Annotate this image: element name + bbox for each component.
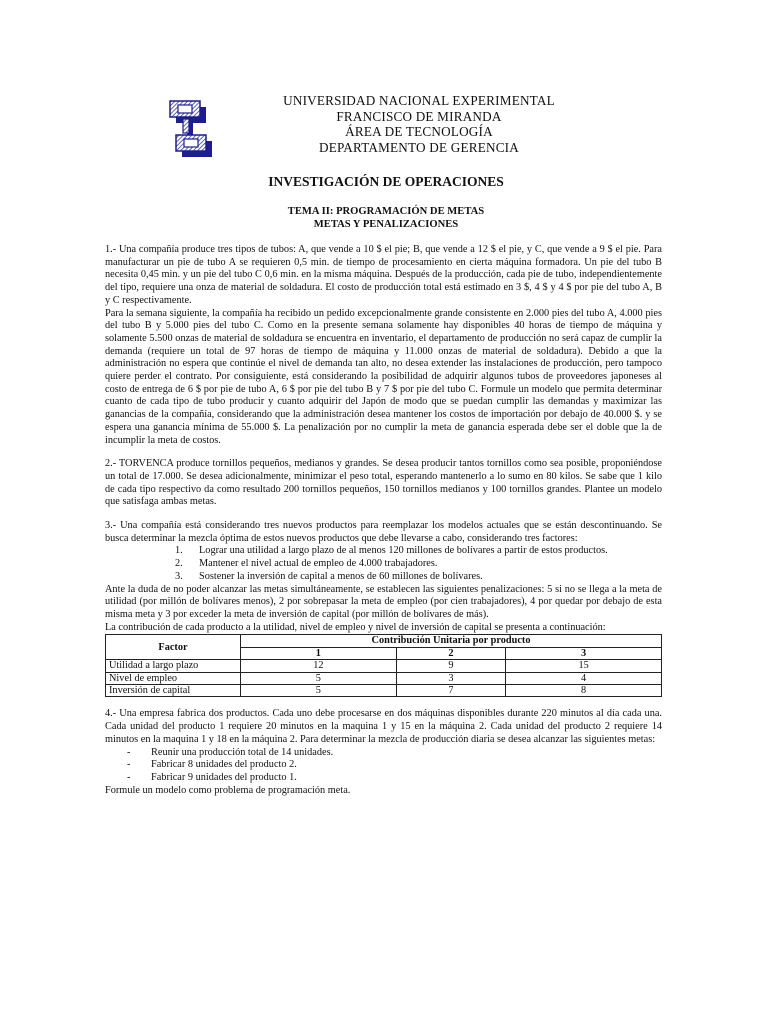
table-row [106,660,662,672]
table-header-row [106,635,662,647]
table-cell: 5 [241,672,397,684]
problem-1-paragraph-1: 1.- Una compañía produce tres tipos de tubos: A, que vende a 10 $ el pie; B, que vende a 12 $ el pie, y C, que vende a 9 $ el pie. Para manufacturar un pie de tubo A se requieren 0,5 min. de tiempo de procesamiento en cierta máquina formadora. Un pie del tubo B necesita 0,45 min. y un pie del tubo C 0,6 min. en la misma máquina. Después de la producción, cada pie de tubo, independientemente del tipo, requiere una onza de material de soldadura. El costo de producción total está estimado en 3 $, 4 $ y 4 $ por pie del tubo A, B y C respectivamente. [105,244,662,306]
table-cell: 7 [396,685,505,697]
table-cell: 5 [241,685,397,697]
contribution-group-header: Contribución Unitaria por producto [241,635,662,647]
header-line-area: ÁREA DE TECNOLOGÍA [345,124,493,140]
document-body [105,244,662,797]
problem-3-factor-list [105,545,662,583]
problem-3-penalties: Ante la duda de no poder alcanzar las metas simultáneamente, se establecen las siguientes penalizaciones: 5 si no se llega a la meta de utilidad (por millón de bolívares menos), 2 por sobrepasar la meta de empleo (por cien trabajadores), 4 por quedar por debajo de esta misma meta y 3 por exceder la meta de inversión de capital (por millón de bolívares de más). [105,583,662,620]
problem-2-paragraph: 2.- TORVENCA produce tornillos pequeños, medianos y grandes. Se desea producir tantos tornillos como sea posible, proponiéndose un total de 17.000. Se desea adicionalmente, minimizar el peso total, esperando mantenerlo a lo sumo en 80 kilos. Se sabe que 1 kilo de cada tipo respectivo da como resultado 200 tornillos pequeños, 150 tornillos medianos y 100 tornillos grandes. Plantee un modelo que satisfaga ambas metas. [105,458,662,508]
header-line-name: FRANCISCO DE MIRANDA [336,108,502,124]
product-header: 2 [396,647,505,659]
problem-4-closing: Formule un modelo como problema de programación meta. [105,784,351,796]
row-label: Nivel de empleo [106,672,241,684]
header-line-department: DEPARTAMENTO DE GERENCIA [318,139,520,155]
problem-3-intro: 3.- Una compañía está considerando tres nuevos productos para reemplazar los modelos actuales que se están descontinuando. Se busca determinar la mezcla óptima de estos nuevos productos que debe llevarse a cabo, considerando tres factores: [105,520,662,544]
product-header: 1 [241,647,397,659]
list-item: 2. Mantener el nivel actual de empleo de 4.000 trabajadores. [175,558,438,570]
list-item: 1. Lograr una utilidad a largo plazo de al menos 120 millones de bolívares a partir de estos productos. [175,545,608,557]
factor-header: Factor [106,635,241,660]
course-title: INVESTIGACIÓN DE OPERACIONES [268,174,504,189]
topic-line-1: TEMA II: PROGRAMACIÓN DE METAS [287,206,485,217]
problem-1-paragraph-2: Para la semana siguiente, la compañía ha recibido un pedido excepcionalmente grande consistente en 2.000 pies del tubo A, 4.000 pies del tubo B y 5.000 pies del tubo C. Como en la presente semana solamente hay disponibles 40 horas de tiempo de máquina y solamente 5.500 onzas de material de soldadura se encuentra en inventario, el departamento de producción no será capaz de cumplir la demanda (requiere un total de 97 horas de tiempo de máquina y 11.000 onzas de material de soldadura). Debido a que la administración no espera que continúe el nivel de demanda tan alto, no desea extender las instalaciones de producción, pero tampoco quiere perder el contrato. Por consiguiente, está considerando la posibilidad de adquirir algunos tubos de proveedores japoneses al costo de entrega de 6 $ por pie de tubo A, 6 $ por pie del tubo B y 7 $ por pie del tubo C. Formule un modelo que permita determinar cuanto de cada tipo de tubo producir y cuanto adquirir del Japón de modo que se puedan cumplir las demandas y maximizar las ganancias de la compañía, considerando que la administración desea mantener los costos de importación por debajo de 40.000 $. y se espera una ganancia mínima de 55.000 $. La penalización por no cumplir la meta de ganancia esperada debe ser el doble que la de incumplir la meta de costos. [105,307,662,446]
contribution-table [105,634,662,697]
table-cell: 8 [506,685,662,697]
table-cell: 4 [506,672,662,684]
problem-4-goal-list [105,747,662,785]
table-cell: 12 [241,660,397,672]
topic-title [104,206,668,231]
list-item: - Fabricar 8 unidades del producto 2. [127,759,297,771]
table-row [106,685,662,697]
topic-line-2: METAS Y PENALIZACIONES [313,218,459,230]
problem-4-intro: 4.- Una empresa fabrica dos productos. Cada uno debe procesarse en dos máquinas disponibles durante 220 minutos al día cada una. Cada unidad del producto 1 requiere 20 minutos en la maquina 1 y 15 en la máquina 2. Cada unidad del producto 2 requiere 14 minutos en la maquina 1 y 18 en la máquina 2. Para determinar la mezcla de producción diaria se desea alcanzar las siguientes metas: [105,708,662,745]
problem-3-table-intro: La contribución de cada producto a la utilidad, nivel de empleo y nivel de inversión de capital se presenta a continuación: [105,621,606,633]
table-cell: 9 [396,660,505,672]
table-cell: 3 [396,672,505,684]
table-row [106,672,662,684]
header-line-university: UNIVERSIDAD NACIONAL EXPERIMENTAL [283,93,555,108]
row-label: Utilidad a largo plazo [106,660,241,672]
list-item: - Reunir una producción total de 14 unidades. [127,746,334,758]
row-label: Inversión de capital [106,685,241,697]
list-item: 3. Sostener la inversión de capital a menos de 60 millones de bolívares. [175,570,483,582]
list-item: - Fabricar 9 unidades del producto 1. [127,771,297,783]
institution-header [200,93,638,155]
product-header: 3 [506,647,662,659]
table-cell: 15 [506,660,662,672]
